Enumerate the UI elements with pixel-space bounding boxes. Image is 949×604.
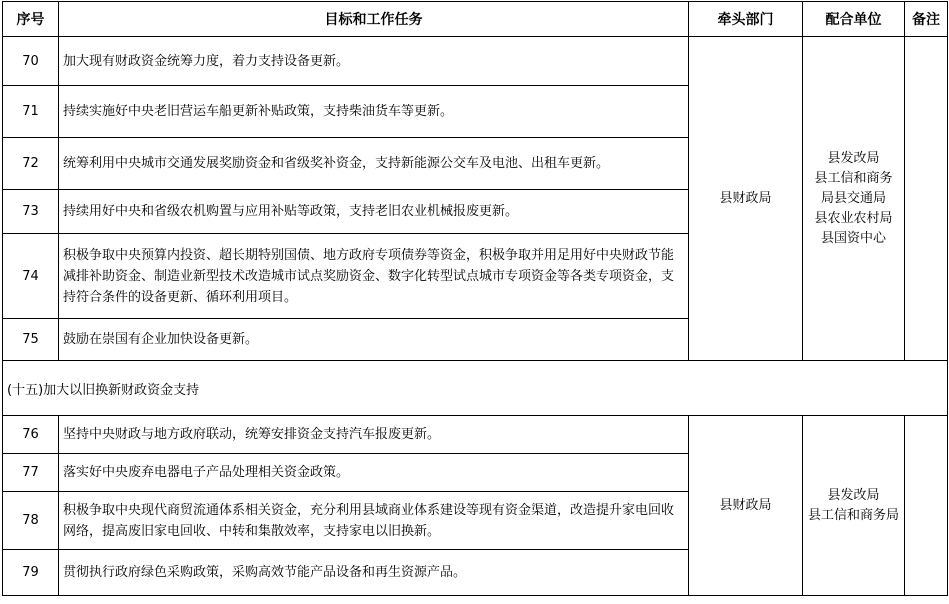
coop-unit-cell (803, 37, 905, 361)
coop-unit-cell (803, 416, 905, 596)
coop-unit: 县国资中心 (820, 230, 886, 246)
header-task: 目标和工作任务 (59, 2, 689, 37)
section-title: (十五)加大以旧换新财政资金支持 (3, 361, 948, 416)
coop-unit: 县发改局 (827, 150, 880, 166)
coop-unit: 县工信和商务 (814, 170, 893, 186)
row-index: 76 (3, 416, 59, 454)
row-task: 坚持中央财政与地方政府联动，统筹安排资金支持汽车报废更新。 (59, 416, 689, 454)
section-row (3, 361, 948, 416)
row-index: 70 (3, 37, 59, 86)
lead-dept-cell: 县财政局 (689, 37, 803, 361)
row-task: 持续用好中央和省级农机购置与应用补贴等政策，支持老旧农业机械报废更新。 (59, 190, 689, 234)
coop-unit: 县工信和商务局 (807, 507, 899, 523)
note-cell (905, 37, 948, 361)
row-task: 积极争取中央现代商贸流通体系相关资金，充分利用县域商业体系建设等现有资金渠道，改造提升家电回收网络，提高废旧家电回收、中转和集散效率，支持家电以旧换新。 (59, 492, 689, 550)
row-index: 79 (3, 550, 59, 596)
table-row (3, 416, 948, 454)
coop-unit: 县农业农村局 (814, 210, 893, 226)
row-task: 落实好中央废弃电器电子产品处理相关资金政策。 (59, 454, 689, 492)
row-task: 统筹利用中央城市交通发展奖励资金和省级奖补资金，支持新能源公交车及电池、出租车更新。 (59, 138, 689, 190)
header-index: 序号 (3, 2, 59, 37)
row-index: 73 (3, 190, 59, 234)
row-task: 贯彻执行政府绿色采购政策，采购高效节能产品设备和再生资源产品。 (59, 550, 689, 596)
note-cell (905, 416, 948, 596)
table-row (3, 37, 948, 86)
row-task: 积极争取中央预算内投资、超长期特别国债、地方政府专项债券等资金，积极争取并用足用好中央财政节能减排补助资金、制造业新型技术改造城市试点奖励资金、数字化转型试点城市专项资金等各类专项资金，支持符合条件的设备更新、循环利用项目。 (59, 234, 689, 319)
row-index: 72 (3, 138, 59, 190)
row-index: 77 (3, 454, 59, 492)
row-index: 71 (3, 86, 59, 138)
row-task: 鼓励在崇国有企业加快设备更新。 (59, 319, 689, 361)
row-task: 持续实施好中央老旧营运车船更新补贴政策，支持柴油货车等更新。 (59, 86, 689, 138)
row-index: 75 (3, 319, 59, 361)
task-table (2, 1, 948, 596)
header-note: 备注 (905, 2, 948, 37)
coop-unit: 局县交通局 (820, 190, 886, 206)
lead-dept-cell: 县财政局 (689, 416, 803, 596)
header-row (3, 2, 948, 37)
header-coop-unit: 配合单位 (803, 2, 905, 37)
row-index: 78 (3, 492, 59, 550)
row-index: 74 (3, 234, 59, 319)
row-task: 加大现有财政资金统筹力度，着力支持设备更新。 (59, 37, 689, 86)
header-lead-dept: 牵头部门 (689, 2, 803, 37)
coop-unit: 县发改局 (827, 487, 880, 503)
